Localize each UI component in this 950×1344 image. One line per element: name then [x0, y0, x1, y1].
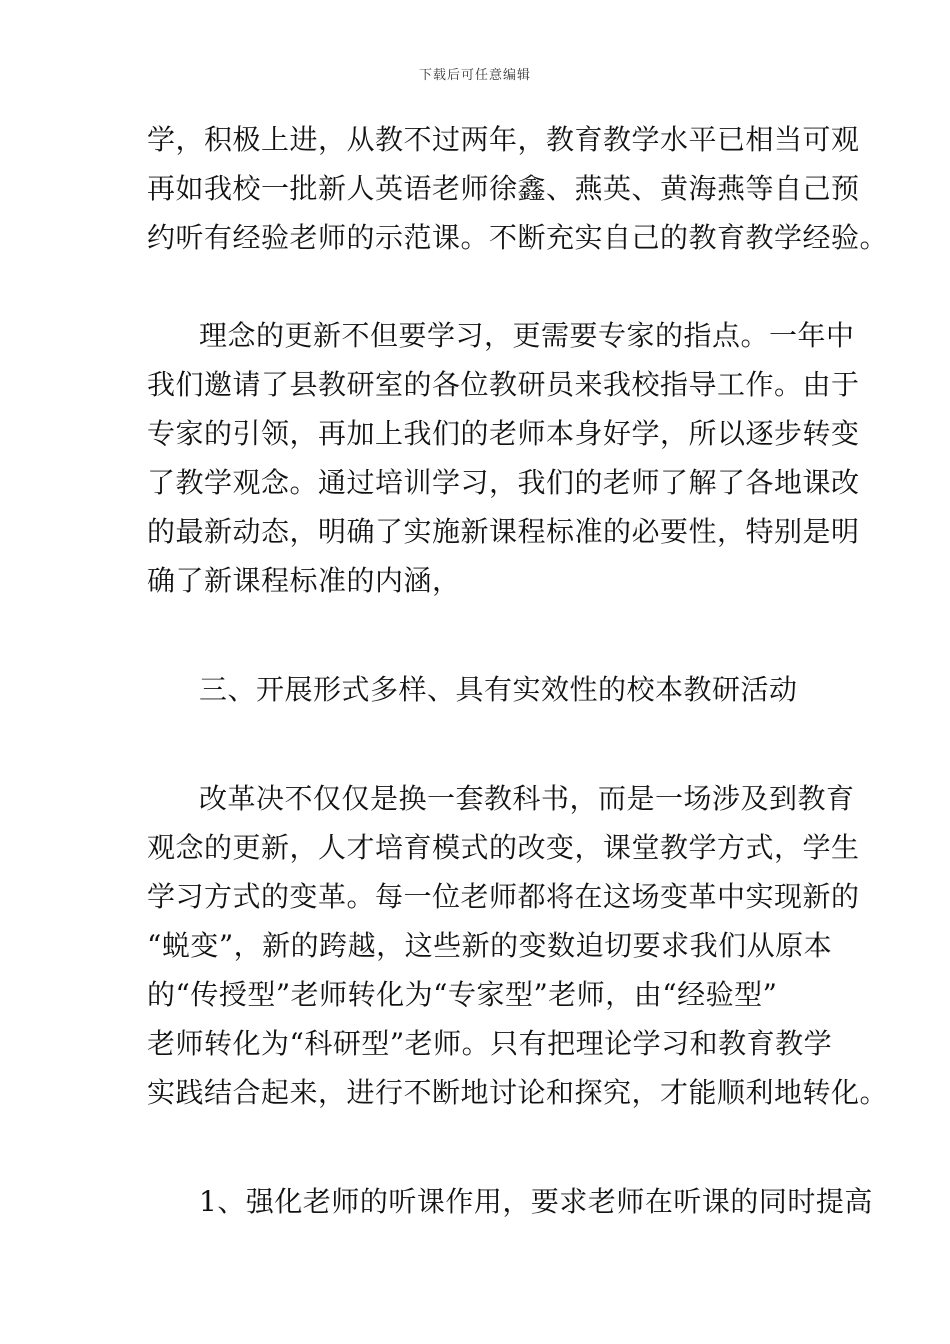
- text-line: 1、强化老师的听课作用，要求老师在听课的同时提高: [199, 1185, 873, 1218]
- text-line: 再如我校一批新人英语老师徐鑫、燕英、黄海燕等自己预: [147, 172, 860, 205]
- heading-line: 三、开展形式多样、具有实效性的校本教研活动: [199, 673, 798, 706]
- text-line: 专家的引领，再加上我们的老师本身好学，所以逐步转变: [147, 417, 860, 450]
- text-line: 观念的更新，人才培育模式的改变，课堂教学方式，学生: [147, 831, 860, 864]
- page-header-note: 下载后可任意编辑: [418, 68, 531, 83]
- text-line: 实践结合起来，进行不断地讨论和探究，才能顺利地转化。: [147, 1076, 889, 1109]
- text-line: “蜕变”，新的跨越，这些新的变数迫切要求我们从原本: [147, 929, 833, 962]
- text-line: 老师转化为“科研型”老师。只有把理论学习和教育教学: [147, 1027, 833, 1060]
- text-line: 约听有经验老师的示范课。不断充实自己的教育教学经验。: [147, 221, 889, 254]
- text-line: 学习方式的变革。每一位老师都将在这场变革中实现新的: [147, 880, 860, 913]
- paragraph-4: [147, 1185, 873, 1218]
- text-line: 我们邀请了县教研室的各位教研员来我校指导工作。由于: [147, 368, 860, 401]
- text-line: 的最新动态，明确了实施新课程标准的必要性，特别是明: [147, 515, 860, 548]
- text-line: 学，积极上进，从教不过两年，教育教学水平已相当可观: [147, 123, 860, 156]
- paragraph-3: [147, 782, 889, 1109]
- text-line: 改革决不仅仅是换一套教科书，而是一场涉及到教育: [199, 782, 855, 815]
- text-line: 理念的更新不但要学习，更需要专家的指点。一年中: [199, 319, 855, 352]
- text-line: 了教学观念。通过培训学习，我们的老师了解了各地课改: [147, 466, 860, 499]
- paragraph-1: [147, 123, 889, 254]
- text-line: 确了新课程标准的内涵，: [147, 564, 461, 597]
- section-heading: [147, 673, 807, 706]
- document-body: [147, 123, 889, 1237]
- paragraph-2: [147, 319, 860, 597]
- text-line: 的“传授型”老师转化为“专家型”老师，由“经验型”: [147, 978, 778, 1011]
